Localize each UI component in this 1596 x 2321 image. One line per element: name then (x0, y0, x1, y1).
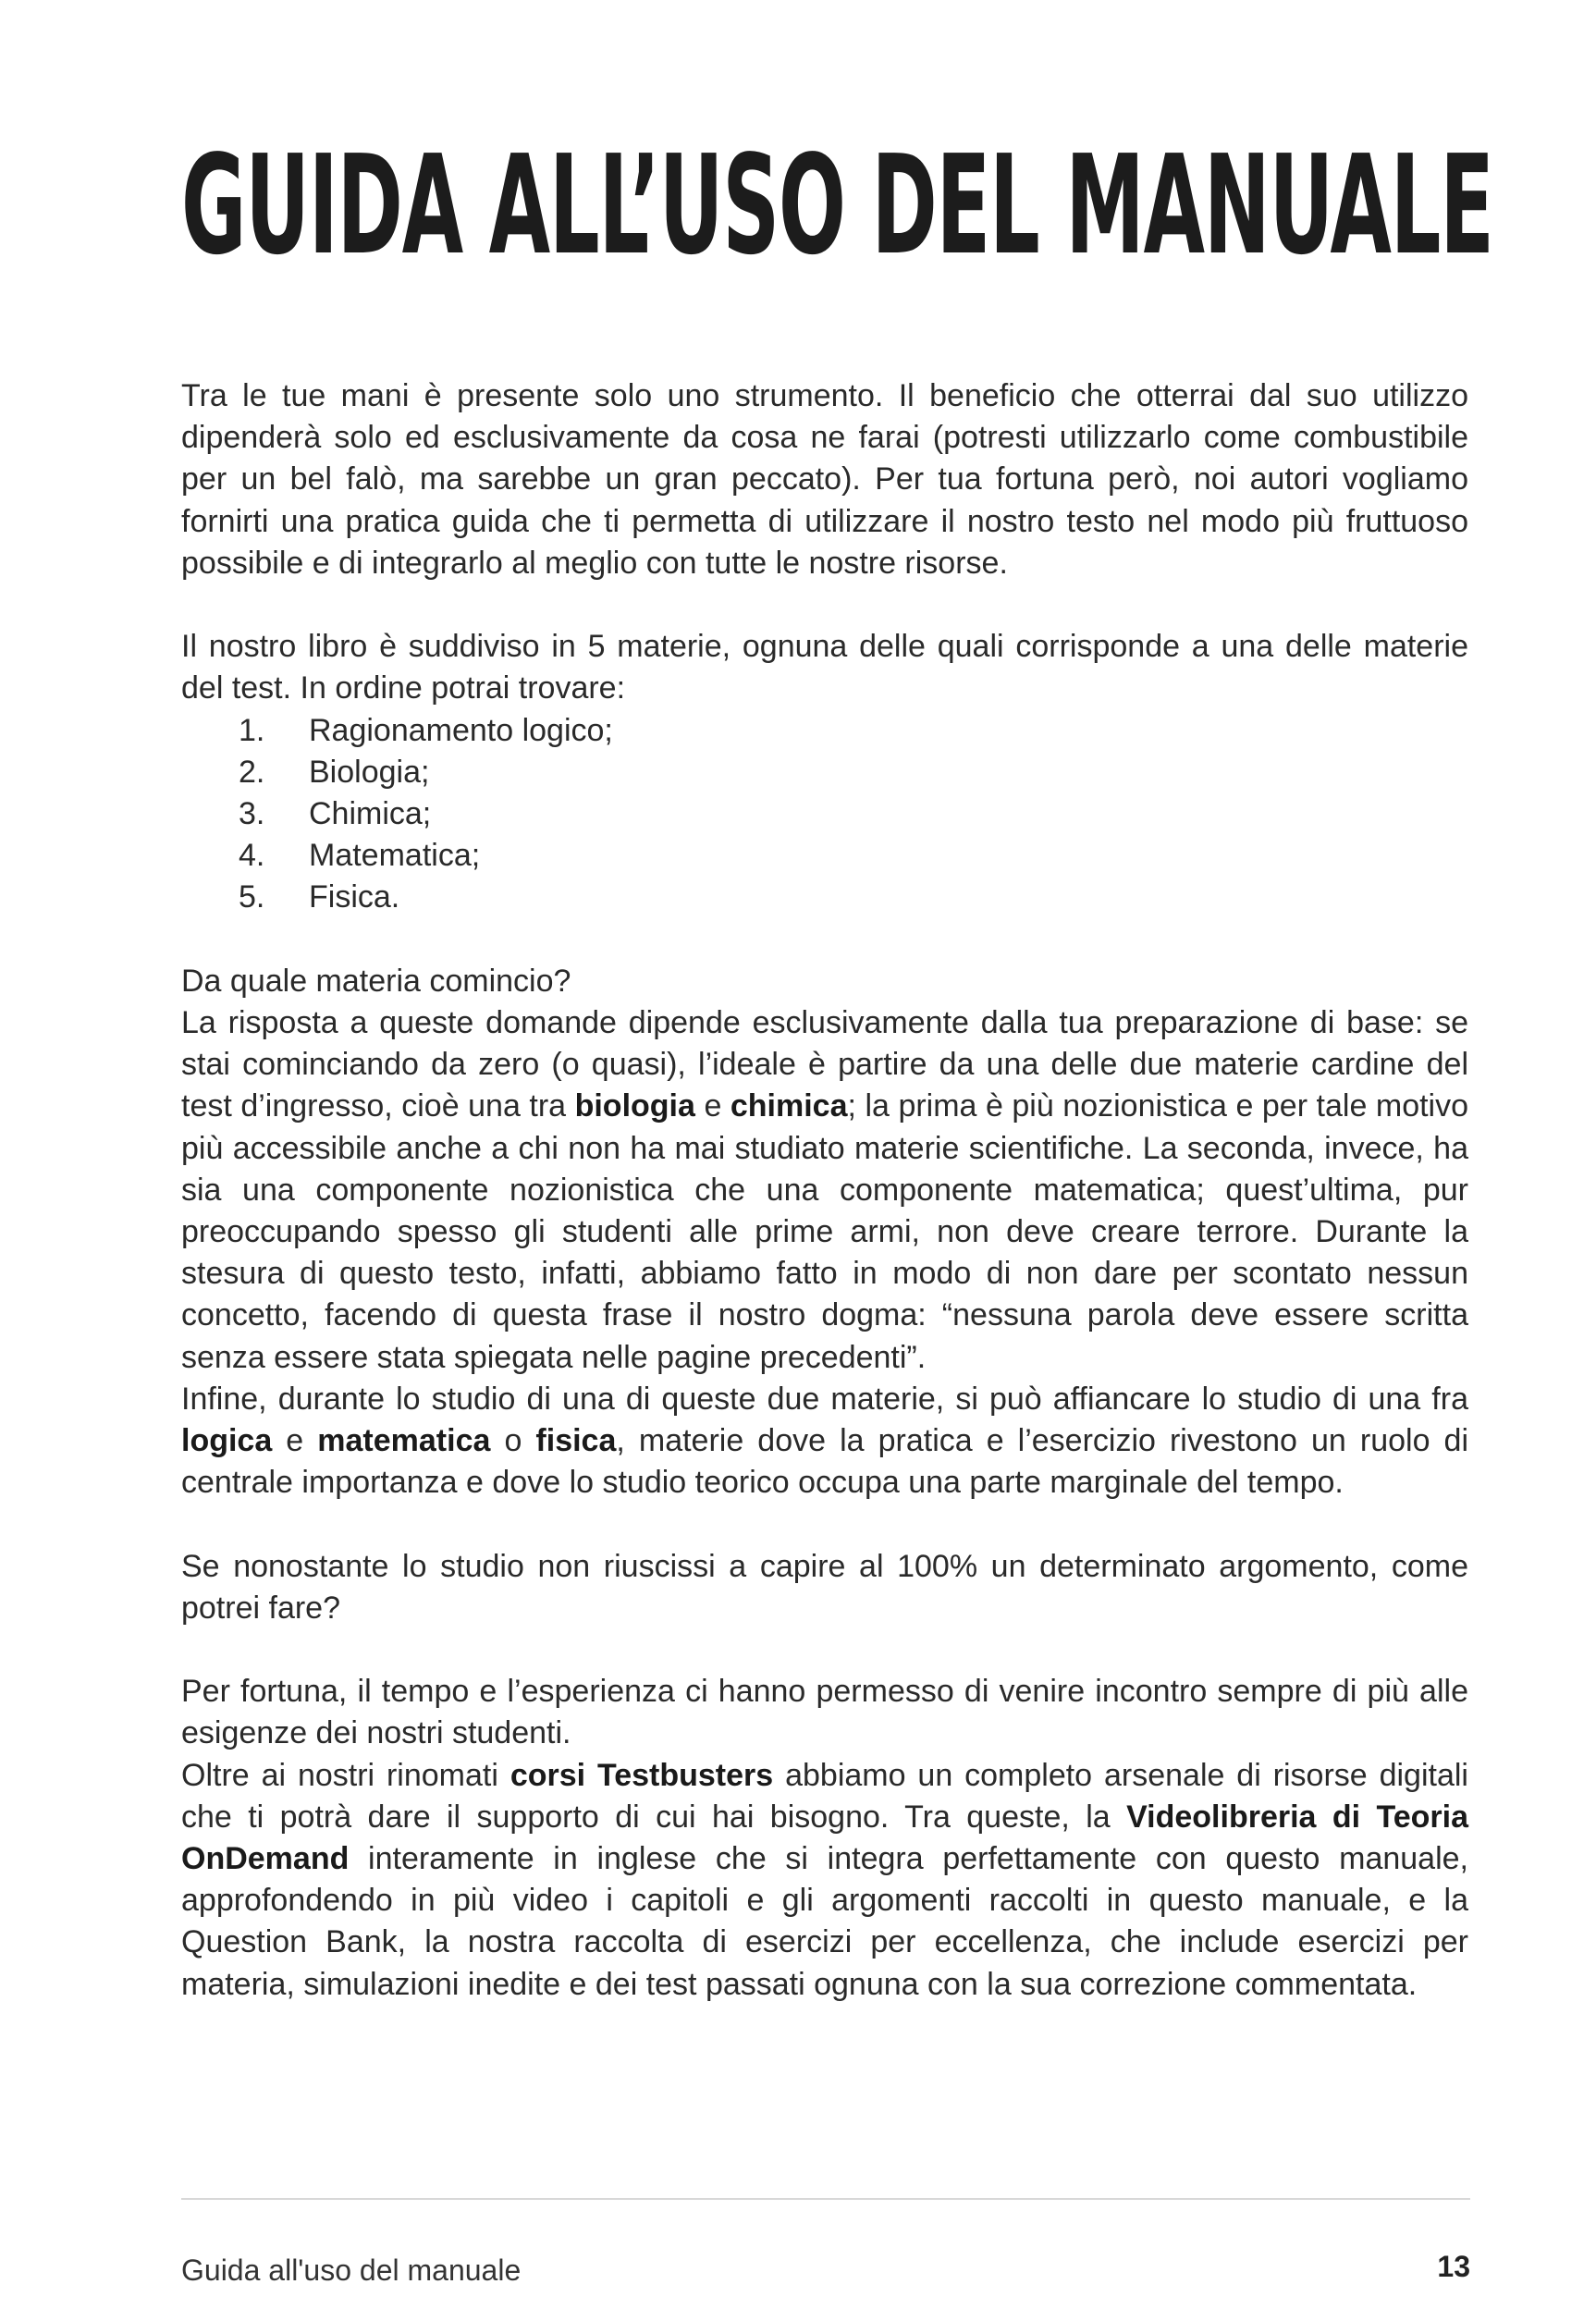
list-item-number: 2. (239, 754, 265, 790)
list-item-number: 5. (239, 879, 265, 915)
list-item-label: Biologia; (309, 754, 430, 790)
question-not-understanding: Se nonostante lo studio non riuscissi a capire al 100% un determinato argomento, come potrei fare? (181, 1548, 1468, 1626)
question-which-subject: Da quale materia comincio? (181, 963, 571, 999)
list-item (181, 793, 1468, 835)
list-item-label: Chimica; (309, 795, 432, 831)
list-item-label: Fisica. (309, 879, 400, 915)
bold-term: fisica (535, 1422, 617, 1458)
bold-term: biologia (574, 1088, 695, 1124)
bold-term: chimica (730, 1088, 848, 1124)
list-item (181, 835, 1468, 877)
intro-paragraph: Tra le tue mani è presente solo uno strumento. Il beneficio che otterrai dal suo utilizzo dipenderà solo ed esclusivamente da cosa ne farai (potresti utilizzarlo come combustibile per un bel falò, ma sarebbe un gran peccato). Per tua fortuna però, noi autori vogliamo fornirti una pratica guida che ti permetta di utilizzare il nostro testo nel modo più fruttuoso possibile e di integrarlo al meglio con tutte le nostre risorse. (181, 378, 1468, 581)
closing-paragraph-1: Per fortuna, il tempo e l’esperienza ci hanno permesso di venire incontro sempre di più alle esigenze dei nostri studenti. (181, 1674, 1468, 1751)
body-text (181, 375, 1468, 2006)
answer-paragraph-2: Infine, durante lo studio di una di queste due materie, si può affiancare lo studio di una fra logica e matematica o fisica, materie dove la pratica e l’esercizio rivestono un ruolo di centrale importanza e dove lo studio teorico occupa una parte marginale del tempo. (181, 1381, 1468, 1501)
list-item-number: 1. (239, 712, 265, 748)
list-item-label: Matematica; (309, 838, 481, 874)
subjects-intro-paragraph: Il nostro libro è suddiviso in 5 materie, ognuna delle quali corrisponde a una delle materie del test. In ordine potrai trovare: (181, 629, 1468, 706)
bold-term: corsi Testbusters (509, 1757, 774, 1793)
subject-list (181, 710, 1468, 919)
list-item (181, 877, 1468, 918)
list-item-number: 3. (239, 795, 265, 831)
list-item (181, 752, 1468, 793)
list-item-number: 4. (239, 838, 265, 874)
closing-paragraph-2: Oltre ai nostri rinomati corsi Testbusters abbiamo un completo arsenale di risorse digitali che ti potrà dare il supporto di cui hai bisogno. Tra queste, la Videolibreria di Teoria OnDemand interamente in inglese che si integra perfettamente con questo manuale, approfondendo in più video i capitoli e gli argomenti raccolti in questo manuale, e la Question Bank, la nostra raccolta di esercizi per eccellenza, che include esercizi per materia, simulazioni inedite e dei test passati ognuna con la sua correzione commentata. (181, 1757, 1468, 2002)
bold-term: matematica (317, 1422, 491, 1458)
footer-divider (181, 2198, 1470, 2200)
list-item (181, 710, 1468, 752)
list-item-label: Ragionamento logico; (309, 712, 613, 748)
footer-section-title: Guida all'uso del manuale (181, 2253, 522, 2287)
bold-term: logica (181, 1422, 273, 1458)
page-title: GUIDA ALL’USO DEL MANUALE (181, 126, 1493, 285)
bold-term: Videolibreria di Teoria OnDemand (181, 1799, 1468, 1876)
answer-paragraph-1: La risposta a queste domande dipende esclusivamente dalla tua preparazione di base: se stai cominciando da zero (o quasi), l’ideale è partire da una delle due materie cardine del test d’ingresso, cioè una tra biologia e chimica; la prima è più nozionistica e per tale motivo più accessibile anche a chi non ha mai studiato materie scientifiche. La seconda, invece, ha sia una componente nozionistica che una componente matematica; quest’ultima, pur preoccupando spesso gli studenti alle prime armi, non deve creare terrore. Durante la stesura di questo testo, infatti, abbiamo fatto in modo di non dare per scontato nessun concetto, facendo di questa frase il nostro dogma: “nessuna parola deve essere scritta senza essere stata spiegata nelle pagine precedenti”. (181, 1004, 1469, 1375)
page-number: 13 (1437, 2250, 1470, 2283)
